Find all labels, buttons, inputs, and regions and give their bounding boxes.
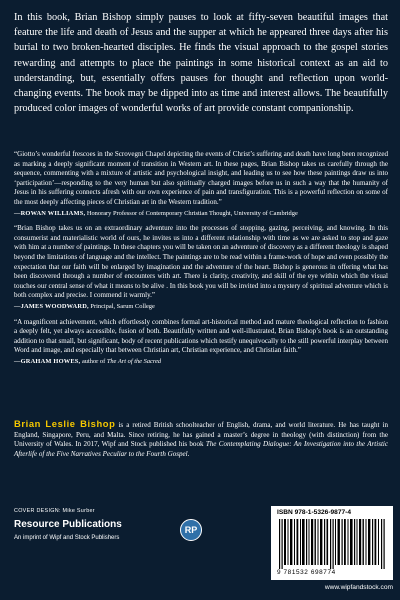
isbn-barcode-box <box>271 506 393 580</box>
barcode-number: 9 781532 698774 <box>277 569 336 576</box>
endorser-name: —GRAHAM HOWES, <box>14 357 81 365</box>
endorsement-attribution <box>14 357 388 367</box>
bio-text: is a retired British schoolteacher of English, drama, and world literature. He has taught in England, Singapore, Peru, and Malta. Since retiring, he has gained a master’s degree in theology (with distinction) from the University of Wales. In 2017, Wipf and Stock published his book <box>14 421 388 449</box>
endorsement-attribution <box>14 302 388 312</box>
bio-text-end: . <box>187 449 190 458</box>
endorsement-quote: “Brian Bishop takes us on an extraordinary adventure into the processes of stopping, gazing, perceiving, and knowing. In this consumerist and materialistic world of ours, he invites us into a different relationship with time as we are asked to stop and gaze with him at a number of paintings. In these chapters you will be taken on an adventure of discovery as a different theology is shaped beyond the limitations of language and the intellect. The paintings are to be read within a frame-work of hope and even possibly the expectation that our faith will be enlarged by imagination and the adventure of the heart. Bishop is generous in offering what has been discovered through a number of encounters with art. There is clarity, creativity, and skill of the eye within which the visual touches our central sense of what it means to be alive . In this book you will be invited into a mystery of spiritual adventure which is both complex and precise. I commend it warmly.” <box>14 224 388 300</box>
endorsement-quote: “Giotto’s wonderful frescoes in the Scrovegni Chapel depicting the events of Christ’s suffering and death have long been recognized as marking a deeply significant moment of transition in Western art. In these pages, Brian Bishop takes us carefully through the sequence, commenting with a mixture of artistic and psychological insight, and leading us to see how these paintings draw us into ‘participation’—responding to the very human but also spiritually charged images before us in such a way that the humanity of Jesus in his suffering connects afresh with our own experience of pain and transfiguration. This is a powerful reflection on some of the most deeply affecting pieces of Christian art in the Western tradition.” <box>14 150 388 206</box>
endorser-role: Principal, Sarum College <box>88 302 155 310</box>
publisher-website[interactable]: www.wipfandstock.com <box>324 584 393 591</box>
bio-book-title: The Contemplating Dialogue: An Investigation into the Artistic Afterlife of the Five Narratives Peculiar to the Fourth Gospel <box>14 440 388 458</box>
publisher-name: Resource Publications <box>14 519 122 530</box>
endorsement-howes <box>14 318 388 367</box>
endorser-role: Honorary Professor of Contemporary Christian Thought, University of Cambridge <box>85 209 298 217</box>
endorsements <box>14 150 388 372</box>
isbn-label: ISBN 978-1-5326-9877-4 <box>277 509 352 516</box>
publisher-logo-icon: RP <box>180 519 202 541</box>
publisher-tagline: An imprint of Wipf and Stock Publishers <box>14 535 120 541</box>
endorser-work-title: The Art of the Sacred <box>106 357 162 365</box>
book-description: In this book, Brian Bishop simply pauses to look at fifty-seven beautiful images that feature the life and death of Jesus and the supper at which he appeared three days after his burial to two broken-hearted disciples. He finds the visual approach to the gospel stories rewarding and attempts to place the paintings in some historical context as an aid to understanding, but, essentially offers pauses for thought and reflection upon world-changing events. The book may be dipped into as time and interest allows. The beautifully produced color images of wonderful works of art provide constant companionship. <box>14 12 388 115</box>
endorser-name: —JAMES WOODWARD, <box>14 302 89 310</box>
endorsement-attribution <box>14 209 388 219</box>
endorsement-williams <box>14 150 388 218</box>
author-bio <box>14 419 388 459</box>
endorsement-quote: “A magnificent achievement, which effortlessly combines formal art-historical method and mature theological reflection to fashion a deeply felt, yet always accessible, fusion of both. Beautifully written and well-illustrated, Brian Bishop’s book is an outstanding addition to that small, but significant, body of recent publications which testify unequivocally to the still powerful interplay between Word and image, and especially that between Christian art, Christian experience, and Christian faith.” <box>14 317 388 355</box>
endorser-name: —ROWAN WILLIAMS, <box>14 209 86 217</box>
author-name: Brian Leslie Bishop <box>14 418 116 429</box>
cover-design-credit: COVER DESIGN: Mike Surber <box>14 508 95 514</box>
barcode-icon <box>277 519 387 569</box>
publisher-block <box>14 519 264 561</box>
endorser-role: author of <box>80 357 107 365</box>
endorsement-woodward <box>14 224 388 311</box>
